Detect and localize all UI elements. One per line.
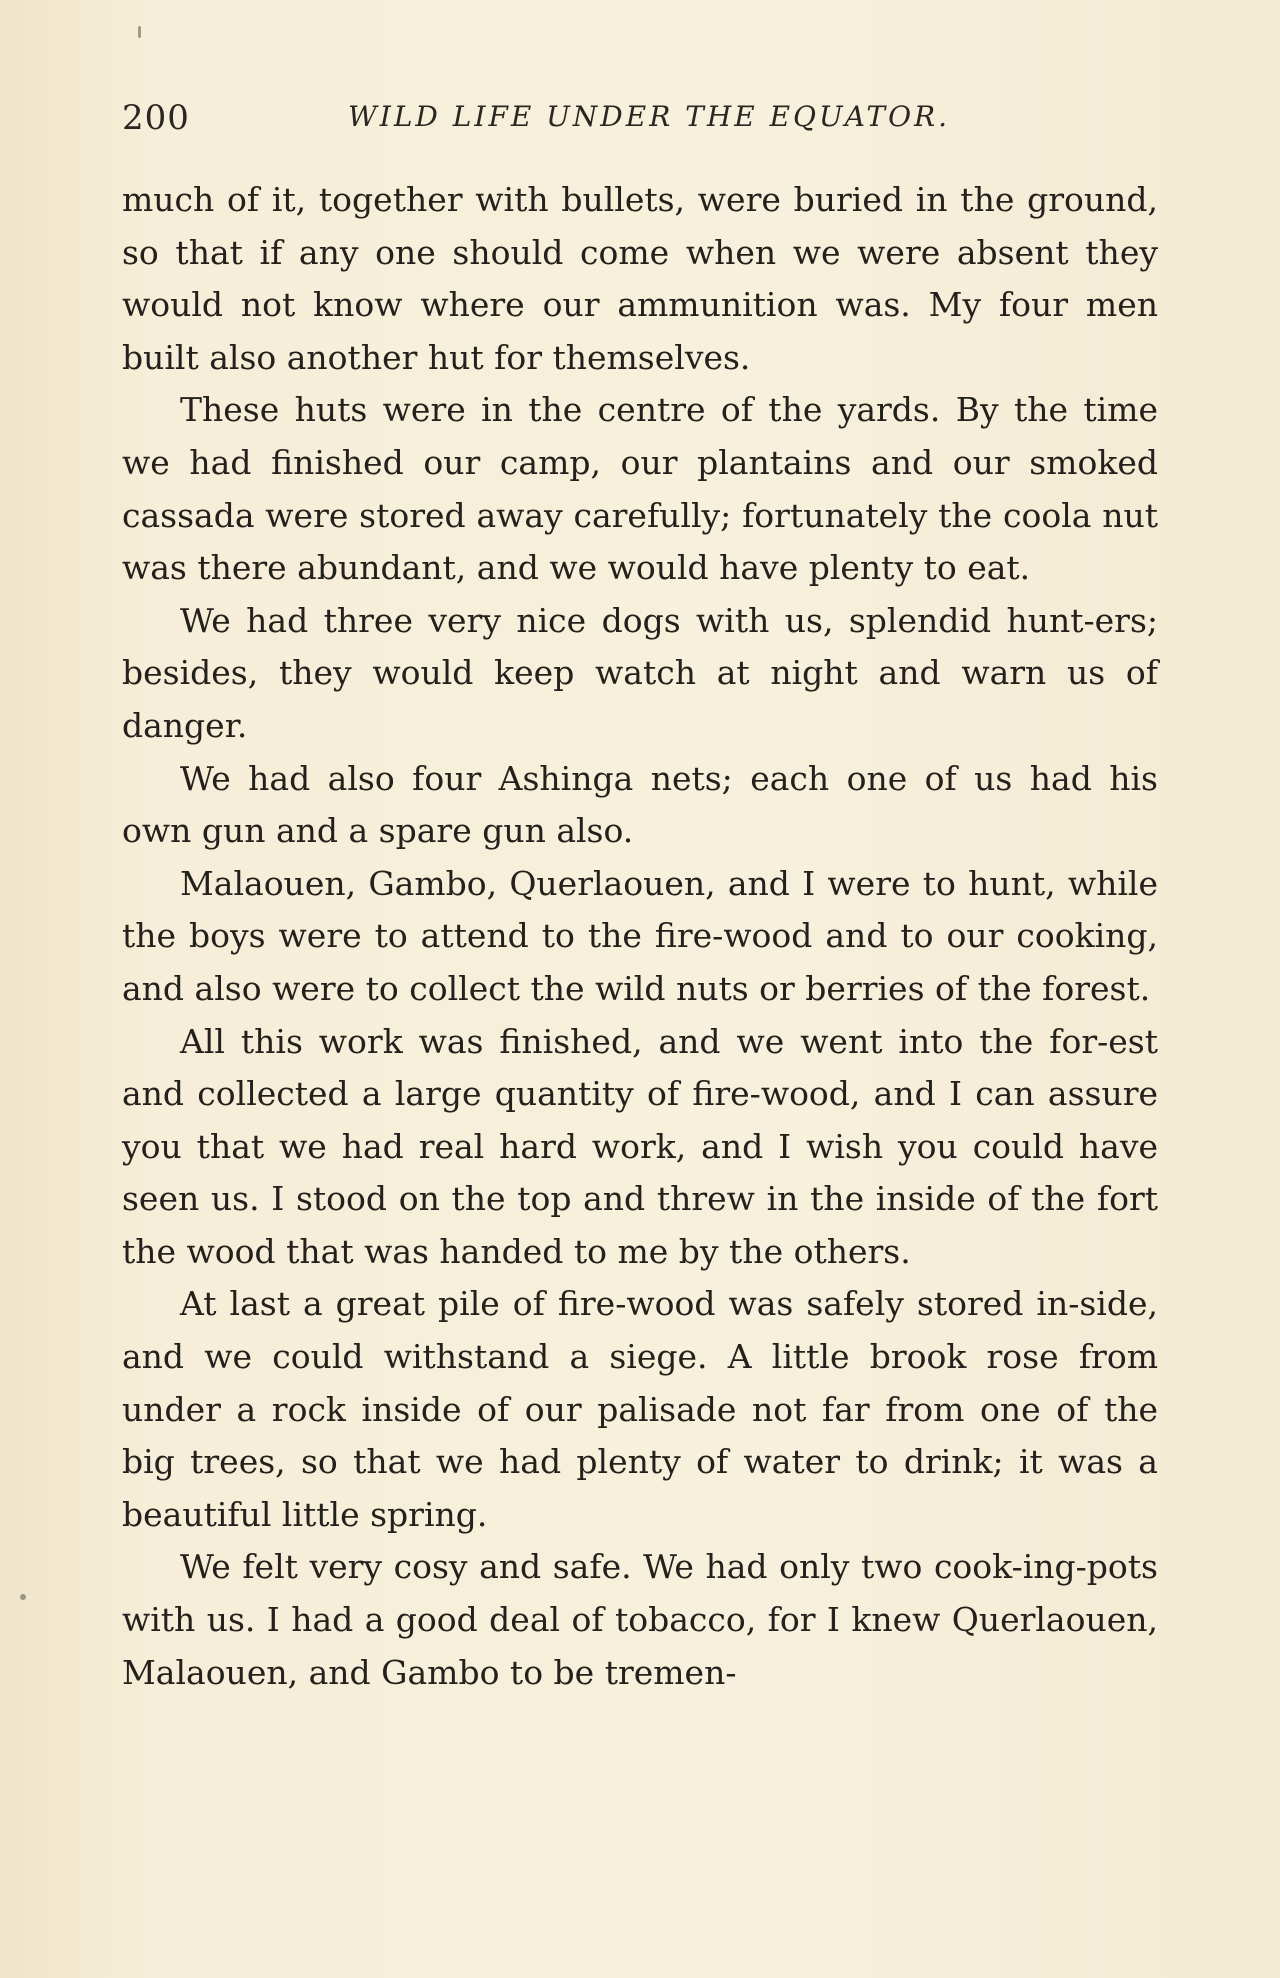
paragraph-3: We had three very nice dogs with us, splendid hunt-ers; besides, they would keep watch at night and warn us of danger.: [122, 600, 1158, 745]
running-head: WILD LIFE UNDER THE EQUATOR.: [348, 100, 951, 133]
paragraph-8: We felt very cosy and safe. We had only two cook-ing-pots with us. I had a good deal of tobacco, for I knew Querlaouen, Malaouen, and Gambo to be tremen-: [122, 1547, 1158, 1692]
body-text: [122, 174, 1158, 1699]
paragraph-2: These huts were in the centre of the yards. By the time we had finished our camp, our plantains and our smoked cassada were stored away carefully; fortunately the coola nut was there abundant, and we would have plenty to eat.: [122, 390, 1158, 588]
page-header: [122, 98, 1162, 148]
ink-speck: [20, 1594, 26, 1600]
page-number: 200: [122, 98, 190, 138]
paragraph-6: All this work was finished, and we went into the for-est and collected a large quantity of fire-wood, and I can assure you that we had real hard work, and I wish you could have seen us. I stood on the top and threw in the inside of the fort the wood that was handed to me by the others.: [122, 1021, 1158, 1271]
ink-speck: [138, 26, 141, 38]
paragraph-4: We had also four Ashinga nets; each one of us had his own gun and a spare gun also.: [122, 758, 1158, 851]
paragraph-5: Malaouen, Gambo, Querlaouen, and I were to hunt, while the boys were to attend to the fire-wood and to our cooking, and also were to collect the wild nuts or berries of the forest.: [122, 863, 1158, 1008]
paragraph-1: much of it, together with bullets, were buried in the ground, so that if any one should come when we were absent they would not know where our ammunition was. My four men built also another hut for themselves.: [122, 180, 1158, 377]
paragraph-7: At last a great pile of fire-wood was safely stored in-side, and we could withstand a siege. A little brook rose from under a rock inside of our palisade not far from one of the big trees, so that we had plenty of water to drink; it was a beautiful little spring.: [122, 1284, 1158, 1534]
